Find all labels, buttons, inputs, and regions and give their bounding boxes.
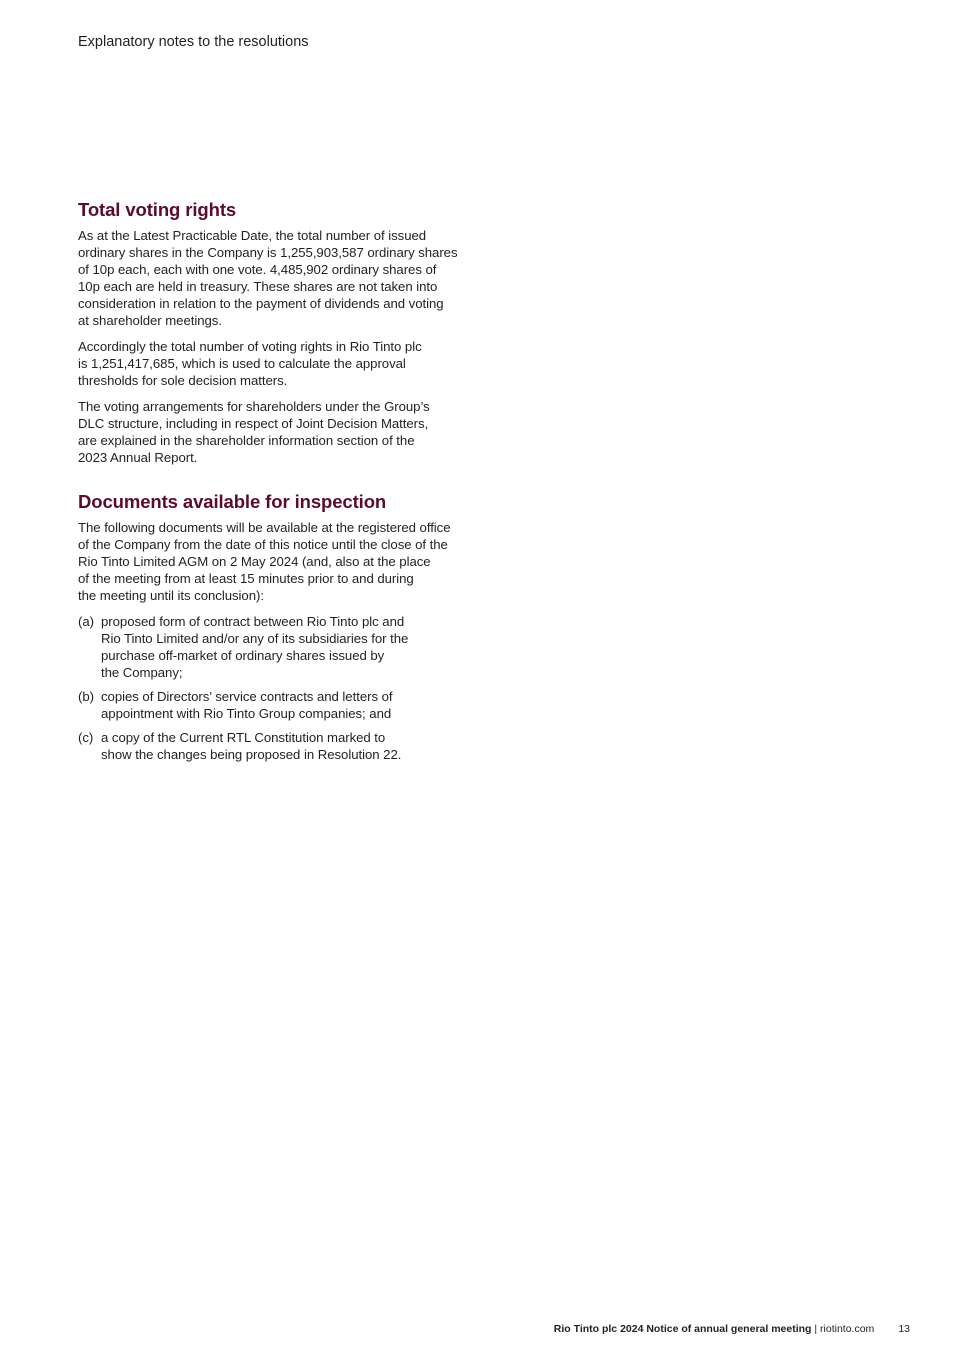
list-marker: (b) [78, 689, 94, 704]
paragraph: As at the Latest Practicable Date, the total number of issued ordinary shares in the Company is 1,255,903,587 ordinary shares of 10p each, each with one vote. 4,485,902 ordinary shares of 10p each are held in treasury. These shares are not taken into consideration in relation to the payment of dividends and voting at shareholder meetings. [78, 228, 458, 328]
main-content [78, 198, 490, 770]
list-item-text: copies of Directors’ service contracts and letters of appointment with Rio Tinto Group companies; and [101, 689, 393, 721]
paragraph: The following documents will be available at the registered office of the Company from the date of this notice until the close of the Rio Tinto Limited AGM on 2 May 2024 (and, also at the place of the meeting from at least 15 minutes prior to and during the meeting until its conclusion): [78, 520, 451, 603]
section-heading-documents: Documents available for inspection [78, 491, 387, 512]
page-number: 13 [898, 1323, 910, 1335]
section-documents-for-inspection [78, 490, 490, 763]
section-heading-voting: Total voting rights [78, 199, 237, 220]
paragraph: The voting arrangements for shareholders under the Group’s DLC structure, including in respect of Joint Decision Matters, are explained in the shareholder information section of the 2023 Annual Report. [78, 399, 430, 465]
paragraph: Accordingly the total number of voting rights in Rio Tinto plc is 1,251,417,685, which is used to calculate the approval thresholds for sole decision matters. [78, 339, 422, 388]
list-item [78, 613, 490, 681]
section-total-voting-rights [78, 198, 490, 466]
list-item-text: a copy of the Current RTL Constitution marked to show the changes being proposed in Resolution 22. [101, 730, 402, 762]
page-footer [554, 1322, 910, 1336]
list-marker: (c) [78, 730, 94, 745]
footer-publication-title: Rio Tinto plc 2024 Notice of annual general meeting [553, 1323, 812, 1335]
list-item [78, 688, 490, 722]
list-marker: (a) [78, 614, 94, 629]
footer-website-link[interactable]: riotinto.com [820, 1323, 875, 1335]
footer-separator: | [811, 1323, 821, 1335]
documents-list [78, 613, 490, 763]
list-item-text: proposed form of contract between Rio Tinto plc and Rio Tinto Limited and/or any of its subsidiaries for the purchase off-market of ordinary shares issued by the Company; [101, 614, 409, 680]
running-header: Explanatory notes to the resolutions [78, 34, 309, 50]
list-item [78, 729, 490, 763]
